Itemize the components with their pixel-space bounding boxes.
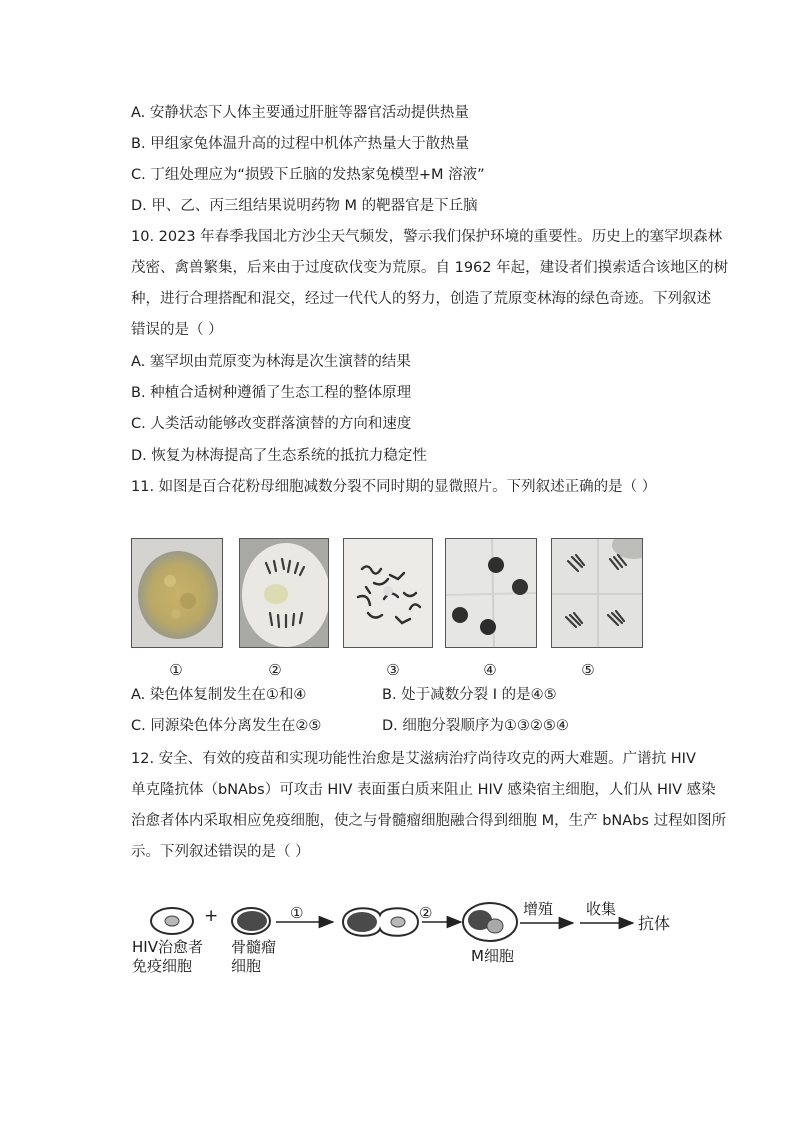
- q12-stem-line-4: 示。下列叙述错误的是（ ）: [131, 844, 310, 860]
- micrograph-5: [551, 538, 643, 648]
- myeloma-cell-icon: [232, 908, 270, 934]
- m-cell-icon: [463, 903, 517, 941]
- antibody-label: 抗体: [638, 914, 671, 933]
- micrograph-4: [445, 538, 537, 648]
- fusing-cells-icon: [343, 908, 418, 936]
- micrograph-label-3: ③: [386, 661, 400, 679]
- q10-option-a: A. 塞罕坝由荒原变为林海是次生演替的结果: [131, 354, 411, 370]
- q10-stem-line-4: 错误的是（ ）: [131, 322, 223, 338]
- q12-stem-line-2: 单克隆抗体（bNAbs）可攻击 HIV 表面蛋白质来阻止 HIV 感染宿主细胞，人们从 HIV 感染: [131, 782, 716, 798]
- collect-label: 收集: [586, 900, 617, 918]
- q11-stem: 11. 如图是百合花粉母细胞减数分裂不同时期的显微照片。下列叙述正确的是（ ）: [131, 479, 657, 495]
- plus-sign: +: [204, 906, 219, 926]
- micrograph-1: [131, 538, 223, 648]
- q9-option-a: A. 安静状态下人体主要通过肝脏等器官活动提供热量: [131, 105, 469, 121]
- micrograph-label-4: ④: [483, 661, 497, 679]
- myeloma-cell-label-2: 细胞: [231, 957, 262, 975]
- myeloma-cell-label-1: 骨髓瘤: [231, 938, 277, 956]
- q12-stem-line-1: 12. 安全、有效的疫苗和实现功能性治愈是艾滋病治疗尚待攻克的两大难题。广谱抗 HIV: [131, 751, 696, 767]
- step-2-label: ②: [419, 904, 433, 922]
- micrograph-2: [239, 538, 329, 648]
- q10-option-b: B. 种植合适树种遵循了生态工程的整体原理: [131, 385, 412, 401]
- micrograph-label-1: ①: [169, 661, 183, 679]
- micrograph-label-2: ②: [268, 661, 282, 679]
- proliferate-label: 增殖: [523, 900, 554, 918]
- micrograph-label-5: ⑤: [581, 661, 595, 679]
- hiv-immune-cell-label-2: 免疫细胞: [132, 957, 193, 975]
- bnabs-production-diagram: [128, 895, 688, 985]
- q10-option-d: D. 恢复为林海提高了生态系统的抵抗力稳定性: [131, 448, 427, 464]
- q9-option-b: B. 甲组家兔体温升高的过程中机体产热量大于散热量: [131, 136, 470, 152]
- q11-option-c: C. 同源染色体分离发生在②⑤: [131, 718, 322, 734]
- q11-option-d: D. 细胞分裂顺序为①③②⑤④: [382, 718, 569, 734]
- q11-option-b: B. 处于减数分裂 I 的是④⑤: [382, 687, 557, 703]
- q9-option-c: C. 丁组处理应为“损毁下丘脑的发热家兔模型+M 溶液”: [131, 167, 485, 183]
- micrograph-3: [343, 538, 433, 648]
- q10-stem-line-2: 茂密、禽兽繁集，后来由于过度砍伐变为荒原。自 1962 年起，建设者们摸索适合该地区的树: [131, 260, 729, 276]
- hiv-immune-cell-icon: [151, 908, 193, 934]
- step-1-label: ①: [290, 904, 304, 922]
- q11-option-a: A. 染色体复制发生在①和④: [131, 687, 307, 703]
- q12-stem-line-3: 治愈者体内采取相应免疫细胞，使之与骨髓瘤细胞融合得到细胞 M，生产 bNAbs 过程如图所: [131, 813, 727, 829]
- hiv-immune-cell-label-1: HIV治愈者: [132, 938, 203, 956]
- m-cell-label: M细胞: [471, 947, 514, 965]
- q10-stem-line-1: 10. 2023 年春季我国北方沙尘天气频发，警示我们保护环境的重要性。历史上的塞罕坝森林: [131, 229, 723, 245]
- q10-option-c: C. 人类活动能够改变群落演替的方向和速度: [131, 416, 412, 432]
- q9-option-d: D. 甲、乙、丙三组结果说明药物 M 的靶器官是下丘脑: [131, 198, 478, 214]
- q10-stem-line-3: 种，进行合理搭配和混交，经过一代代人的努力，创造了荒原变林海的绿色奇迹。下列叙述: [131, 291, 711, 307]
